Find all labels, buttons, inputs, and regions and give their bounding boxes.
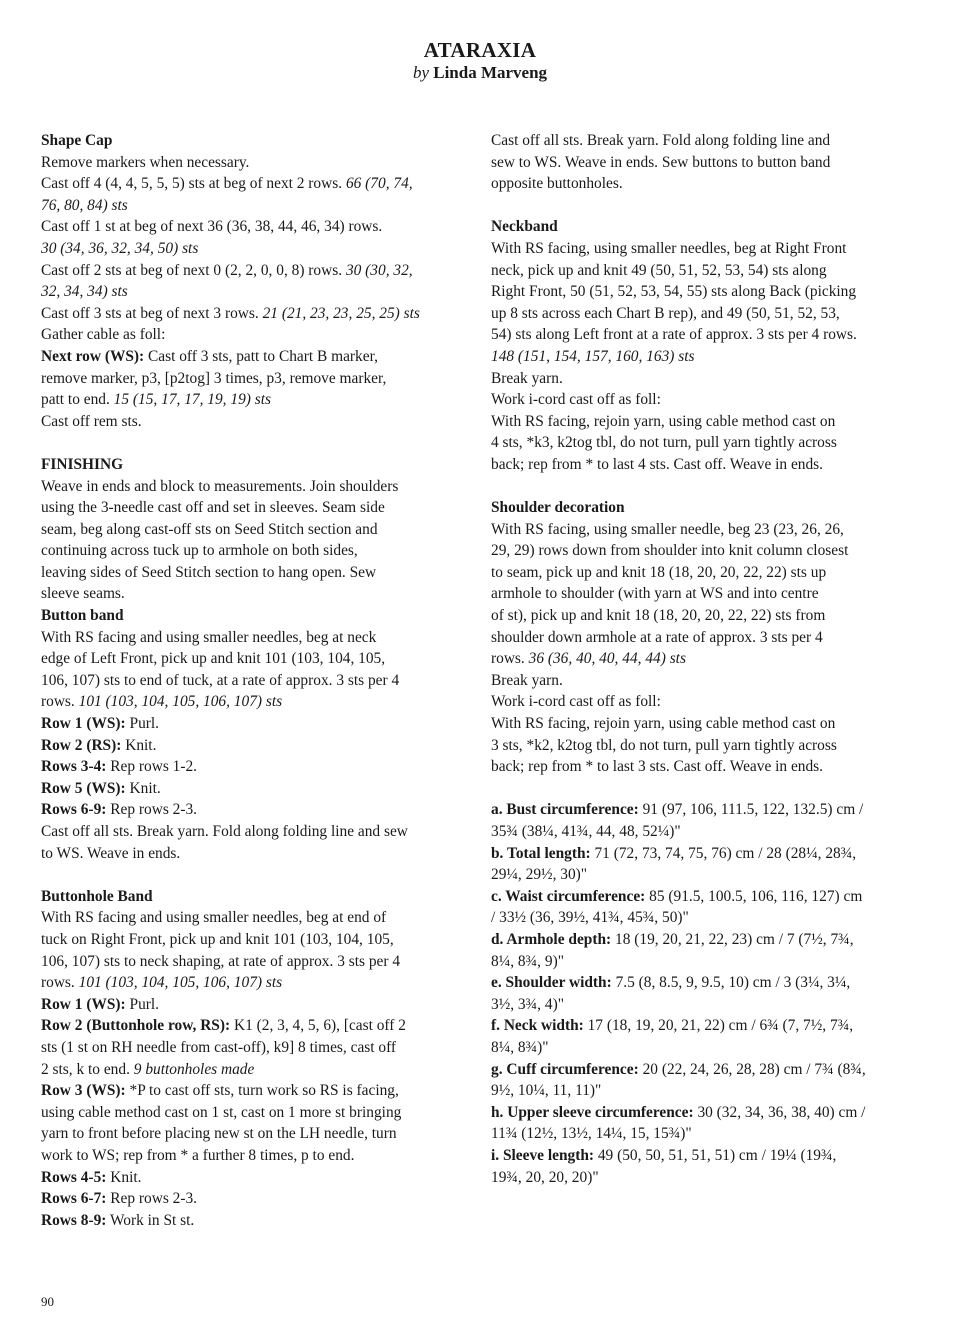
text-line [41, 1037, 453, 1059]
text-line [491, 130, 905, 152]
text-run: to seam, pick up and knit 18 (18, 20, 20, 22, 22) sts up [491, 563, 827, 581]
text-run: Cast off rem sts. [41, 412, 142, 430]
text-run: using cable method cast on 1 st, cast on 1 more st bringing [41, 1103, 402, 1121]
text-run: yarn to front before placing new st on the LH needle, turn [41, 1125, 397, 1143]
text-run: 8¼, 8¾)" [491, 1038, 549, 1056]
text-line [491, 1037, 905, 1059]
paragraph-gap [491, 778, 905, 800]
text-line [491, 238, 905, 260]
bold-label: i. Sleeve length: [491, 1146, 595, 1164]
text-line [491, 907, 905, 929]
text-line [41, 756, 453, 778]
text-run: Cast off 3 sts, patt to Chart B marker, [144, 347, 378, 365]
bold-label: c. Waist circumference: [491, 887, 646, 905]
bold-label: a. Bust circumference: [491, 801, 639, 819]
text-line [41, 951, 453, 973]
italic-stitch-count: 9 buttonholes made [133, 1060, 255, 1078]
text-run: patt to end. [41, 391, 114, 409]
text-line [491, 1102, 905, 1124]
text-line [491, 821, 905, 843]
text-run: 2 sts, k to end. [41, 1060, 134, 1078]
text-run: 11¾ (12½, 13½, 14¼, 15, 15¾)" [491, 1125, 692, 1143]
text-line [41, 130, 453, 152]
text-line [491, 216, 905, 238]
text-run: With RS facing and using smaller needles, beg at neck [41, 628, 377, 646]
bold-label: Rows 6-7: [41, 1190, 107, 1208]
text-line [41, 389, 453, 411]
text-line [491, 627, 905, 649]
paragraph-gap [41, 432, 453, 454]
text-run: Gather cable as foll: [41, 326, 166, 344]
paragraph-gap [491, 476, 905, 498]
text-run: 30 (32, 34, 36, 38, 40) cm / [693, 1103, 866, 1121]
italic-stitch-count: 101 (103, 104, 105, 106, 107) sts [78, 974, 283, 992]
italic-stitch-count: 148 (151, 154, 157, 160, 163) sts [491, 347, 695, 365]
text-line [491, 691, 905, 713]
bold-label: Row 1 (WS): [41, 715, 126, 733]
text-line [41, 152, 453, 174]
text-line [41, 994, 453, 1016]
text-run: 54) sts along Left front at a rate of approx. 3 sts per 4 rows. [491, 326, 857, 344]
text-line [491, 152, 905, 174]
text-run: 106, 107) sts to neck shaping, at rate of approx. 3 sts per 4 [41, 952, 401, 970]
text-line [491, 324, 905, 346]
text-line [491, 843, 905, 865]
text-line [491, 303, 905, 325]
text-line [41, 1015, 453, 1037]
text-line [491, 411, 905, 433]
bold-label: Row 2 (RS): [41, 736, 122, 754]
text-run: *P to cast off sts, turn work so RS is facing, [125, 1082, 399, 1100]
text-run: Knit. [121, 736, 157, 754]
text-line [41, 713, 453, 735]
bold-label: f. Neck width: [491, 1017, 584, 1035]
text-run: back; rep from * to last 4 sts. Cast off. Weave in ends. [491, 455, 824, 473]
text-run: With RS facing, rejoin yarn, using cable method cast on [491, 412, 836, 430]
text-line [41, 216, 453, 238]
text-line [41, 821, 453, 843]
text-line [491, 281, 905, 303]
text-run: Work in St st. [106, 1211, 195, 1229]
text-run: back; rep from * to last 3 sts. Cast off. Weave in ends. [491, 758, 824, 776]
text-run: Cast off 1 st at beg of next 36 (36, 38, 44, 46, 34) rows. [41, 218, 383, 236]
text-line [491, 368, 905, 390]
text-line [491, 929, 905, 951]
text-run: sew to WS. Weave in ends. Sew buttons to button band [491, 153, 831, 171]
bold-label: Rows 3-4: [41, 758, 107, 776]
text-run: 85 (91.5, 100.5, 106, 116, 127) cm [645, 887, 863, 905]
text-run: Cast off all sts. Break yarn. Fold along folding line and sew [41, 823, 408, 840]
text-line [491, 260, 905, 282]
text-run: Rep rows 2-3. [106, 1190, 198, 1208]
text-line [491, 735, 905, 757]
text-run: 106, 107) sts to end of tuck, at a rate of approx. 3 sts per 4 [41, 671, 400, 689]
text-line [491, 173, 905, 195]
bold-label: b. Total length: [491, 844, 591, 862]
text-run: Break yarn. [491, 671, 563, 689]
text-run: sleeve seams. [41, 585, 125, 603]
bold-label: Row 3 (WS): [41, 1082, 126, 1100]
text-line [491, 1080, 905, 1102]
text-run: rows. [491, 650, 529, 668]
right-column [491, 130, 905, 1188]
text-run: work to WS; rep from * a further 8 times, p to end. [41, 1146, 355, 1164]
text-line [41, 605, 453, 627]
text-run: Cast off 4 (4, 4, 5, 5, 5) sts at beg of next 2 rows. [41, 175, 346, 193]
text-run: shoulder down armhole at a rate of approx. 3 sts per 4 [491, 628, 823, 646]
bold-label: Button band [41, 607, 124, 625]
text-line [41, 627, 453, 649]
text-line [41, 454, 453, 476]
text-run: continuing across tuck up to armhole on both sides, [41, 542, 358, 560]
text-run: 29, 29) rows down from shoulder into knit column closest [491, 542, 849, 560]
text-line [491, 799, 905, 821]
page-number: 90 [41, 1294, 54, 1309]
text-line [41, 562, 453, 584]
pattern-title: ATARAXIA [423, 38, 537, 62]
text-run: 35¾ (38¼, 41¾, 44, 48, 52¼)" [491, 823, 681, 840]
italic-stitch-count: 76, 80, 84) sts [41, 196, 128, 214]
text-line [41, 519, 453, 541]
text-line [491, 1015, 905, 1037]
text-line [41, 799, 453, 821]
text-line [41, 1145, 453, 1167]
text-run: 18 (19, 20, 21, 22, 23) cm / 7 (7½, 7¾, [611, 930, 854, 948]
text-line [491, 756, 905, 778]
text-line [41, 670, 453, 692]
text-line [41, 476, 453, 498]
text-line [491, 540, 905, 562]
text-line [41, 346, 453, 368]
text-run: Remove markers when necessary. [41, 153, 250, 171]
bold-label: Next row (WS): [41, 347, 145, 365]
text-run: Knit. [106, 1168, 142, 1186]
bold-label: Neckband [491, 218, 558, 236]
text-run: Purl. [125, 995, 160, 1013]
text-run: 71 (72, 73, 74, 75, 76) cm / 28 (28¼, 28¾, [590, 844, 857, 862]
text-line [41, 929, 453, 951]
text-run: Work i-cord cast off as foll: [491, 693, 661, 711]
text-run: K1 (2, 3, 4, 5, 6), [cast off 2 [230, 1017, 406, 1035]
text-line [491, 886, 905, 908]
bold-label: Shape Cap [41, 132, 113, 149]
text-line [41, 907, 453, 929]
author-byline [0, 62, 960, 84]
text-line [41, 1059, 453, 1081]
italic-stitch-count: 15 (15, 17, 17, 19, 19) sts [113, 391, 271, 409]
bold-label: Row 2 (Buttonhole row, RS): [41, 1017, 231, 1035]
text-line [41, 411, 453, 433]
text-run: rows. [41, 974, 79, 992]
paragraph-gap [41, 864, 453, 886]
text-line [491, 670, 905, 692]
italic-stitch-count: 30 (34, 36, 32, 34, 50) sts [41, 239, 199, 257]
italic-stitch-count: 36 (36, 40, 40, 44, 44) sts [528, 650, 686, 668]
text-run: 20 (22, 24, 26, 28, 28) cm / 7¾ (8¾, [638, 1060, 866, 1078]
text-run: With RS facing, rejoin yarn, using cable method cast on [491, 715, 836, 733]
italic-stitch-count: 32, 34, 34) sts [41, 283, 128, 301]
bold-label: Rows 4-5: [41, 1168, 107, 1186]
text-line [491, 562, 905, 584]
text-line [491, 583, 905, 605]
bold-label: d. Armhole depth: [491, 930, 612, 948]
text-run: of st), pick up and knit 18 (18, 20, 20, 22, 22) sts from [491, 607, 826, 625]
bold-label: Rows 8-9: [41, 1211, 107, 1229]
text-line [41, 281, 453, 303]
text-line [491, 389, 905, 411]
italic-stitch-count: 30 (30, 32, [345, 261, 413, 279]
text-line [41, 238, 453, 260]
text-line [41, 1188, 453, 1210]
bold-label: h. Upper sleeve circumference: [491, 1103, 694, 1121]
text-line [491, 1123, 905, 1145]
text-line [41, 886, 453, 908]
text-run: 7.5 (8, 8.5, 9, 9.5, 10) cm / 3 (3¼, 3¼, [611, 974, 851, 992]
text-run: With RS facing, using smaller needles, beg at Right Front [491, 239, 847, 257]
text-line [491, 713, 905, 735]
text-line [41, 368, 453, 390]
text-run: Right Front, 50 (51, 52, 53, 54, 55) sts along Back (picking [491, 283, 857, 301]
text-line [491, 972, 905, 994]
text-run: Cast off all sts. Break yarn. Fold along folding line and [491, 132, 831, 149]
text-line [491, 1167, 905, 1189]
text-line [41, 1210, 453, 1232]
text-line [41, 691, 453, 713]
text-run: 19¾, 20, 20, 20)" [491, 1168, 599, 1186]
text-run: 91 (97, 106, 111.5, 122, 132.5) cm / [638, 801, 864, 819]
text-run: 4 sts, *k3, k2tog tbl, do not turn, pull yarn tightly across [491, 434, 837, 452]
text-run: remove marker, p3, [p2tog] 3 times, p3, remove marker, [41, 369, 387, 387]
byline-prefix: by [412, 63, 429, 82]
text-run: With RS facing, using smaller needle, beg 23 (23, 26, 26, [491, 520, 844, 538]
text-run: sts (1 st on RH needle from cast-off), k9] 8 times, cast off [41, 1038, 397, 1056]
text-line [41, 1102, 453, 1124]
bold-label: Row 5 (WS): [41, 779, 126, 797]
text-line [491, 648, 905, 670]
bold-label: e. Shoulder width: [491, 974, 612, 992]
text-run: Rep rows 1-2. [106, 758, 198, 776]
text-line [41, 843, 453, 865]
italic-stitch-count: 21 (21, 23, 23, 25, 25) sts [262, 304, 420, 322]
text-run: Weave in ends and block to measurements. Join shoulders [41, 477, 399, 495]
text-run: neck, pick up and knit 49 (50, 51, 52, 53, 54) sts along [491, 261, 827, 279]
text-run: 3 sts, *k2, k2tog tbl, do not turn, pull yarn tightly across [491, 736, 837, 754]
text-run: Knit. [125, 779, 161, 797]
text-run: Work i-cord cast off as foll: [491, 391, 661, 409]
text-line [41, 173, 453, 195]
bold-label: Buttonhole Band [41, 887, 153, 905]
text-run: rows. [41, 693, 79, 711]
text-line [41, 648, 453, 670]
text-line [41, 324, 453, 346]
text-line [491, 864, 905, 886]
text-run: opposite buttonholes. [491, 175, 623, 193]
text-line [491, 1145, 905, 1167]
text-line [41, 540, 453, 562]
text-run: 29¼, 29½, 30)" [491, 866, 588, 884]
text-run: 9½, 10¼, 11, 11)" [491, 1082, 602, 1100]
text-line [41, 303, 453, 325]
text-run: 3½, 3¾, 4)" [491, 995, 564, 1013]
text-run: leaving sides of Seed Stitch section to hang open. Sew [41, 563, 377, 581]
text-run: 17 (18, 19, 20, 21, 22) cm / 6¾ (7, 7½, 7¾, [583, 1017, 854, 1035]
bold-label: Shoulder decoration [491, 499, 625, 517]
italic-stitch-count: 101 (103, 104, 105, 106, 107) sts [78, 693, 283, 711]
text-line [41, 778, 453, 800]
text-line [491, 432, 905, 454]
text-line [41, 497, 453, 519]
bold-label: g. Cuff circumference: [491, 1060, 639, 1078]
text-line [41, 972, 453, 994]
text-line [491, 497, 905, 519]
text-line [41, 1080, 453, 1102]
text-line [41, 260, 453, 282]
text-line [41, 583, 453, 605]
author-name: Linda Marveng [433, 63, 548, 82]
text-line [41, 1167, 453, 1189]
bold-label: Rows 6-9: [41, 801, 107, 819]
italic-stitch-count: 66 (70, 74, [345, 175, 413, 193]
text-run: Purl. [125, 715, 160, 733]
paragraph-gap [491, 195, 905, 217]
text-run: edge of Left Front, pick up and knit 101 (103, 104, 105, [41, 650, 386, 668]
text-line [491, 519, 905, 541]
bold-label: FINISHING [41, 455, 124, 473]
text-run: Break yarn. [491, 369, 563, 387]
text-run: tuck on Right Front, pick up and knit 101 (103, 104, 105, [41, 930, 394, 948]
text-line [491, 994, 905, 1016]
text-line [491, 454, 905, 476]
text-line [491, 951, 905, 973]
text-run: 8¼, 8¾, 9)" [491, 952, 564, 970]
text-run: Cast off 2 sts at beg of next 0 (2, 2, 0, 0, 8) rows. [41, 261, 346, 279]
text-line [41, 735, 453, 757]
page-header [0, 38, 960, 84]
text-run: armhole to shoulder (with yarn at WS and into centre [491, 585, 819, 603]
text-run: / 33½ (36, 39½, 41¾, 45¾, 50)" [491, 909, 689, 927]
text-run: to WS. Weave in ends. [41, 844, 181, 862]
text-line [491, 346, 905, 368]
text-line [491, 1059, 905, 1081]
text-run: Cast off 3 sts at beg of next 3 rows. [41, 304, 263, 322]
text-run: Rep rows 2-3. [106, 801, 198, 819]
text-run: With RS facing and using smaller needles, beg at end of [41, 909, 387, 927]
left-column [41, 130, 453, 1231]
bold-label: Row 1 (WS): [41, 995, 126, 1013]
text-line [41, 195, 453, 217]
text-run: seam, beg along cast-off sts on Seed Stitch section and [41, 520, 378, 538]
text-run: up 8 sts across each Chart B rep), and 49 (50, 51, 52, 53, [491, 304, 840, 322]
text-line [491, 605, 905, 627]
text-line [41, 1123, 453, 1145]
text-run: using the 3-needle cast off and set in sleeves. Seam side [41, 499, 385, 517]
text-run: 49 (50, 50, 51, 51, 51) cm / 19¼ (19¾, [594, 1146, 837, 1164]
